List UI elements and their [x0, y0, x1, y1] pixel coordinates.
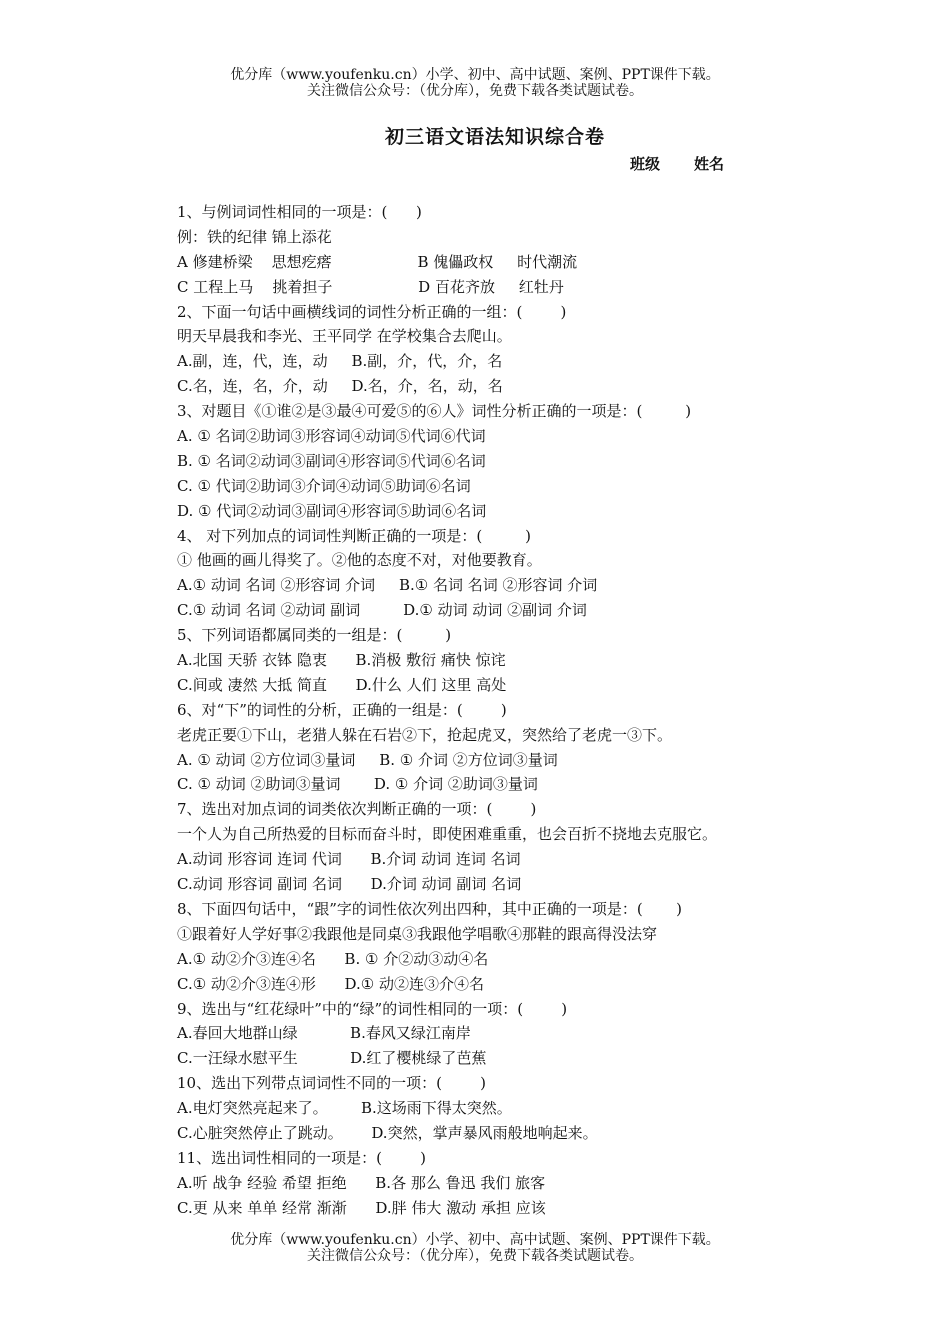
header-line-1: 优分库（www.youfenku.cn）小学、初中、高中试题、案例、PPT课件下载。 [230, 67, 720, 83]
text-line: A.副，连，代，连，动 B.副，介，代，介，名 [177, 352, 503, 371]
text-line: A.北国 天骄 衣钵 隐衷 B.消极 敷衍 痛快 惊诧 [177, 651, 506, 670]
question-body [177, 200, 817, 1221]
text-line: A.动词 形容词 连词 代词 B.介词 动词 连词 名词 [177, 850, 521, 869]
text-line: 一个人为自己所热爱的目标而奋斗时，即使困难重重，也会百折不挠地去克服它。 [177, 825, 718, 844]
text-line: A.听 战争 经验 希望 拒绝 B.各 那么 鲁迅 我们 旅客 [177, 1173, 546, 1192]
text-line: A 修建桥梁 思想疙瘩 B 傀儡政权 时代潮流 [177, 252, 578, 271]
text-line: C. ① 代词②助词③介词④动词⑤助词⑥名词 [177, 476, 471, 495]
text-line: 老虎正要①下山，老猎人躲在石岩②下，抢起虎叉，突然给了老虎一③下。 [177, 725, 673, 744]
text-line: 3、对题目《①谁②是③最④可爱⑤的⑥人》词性分析正确的一项是：( ) [177, 402, 692, 421]
header-line-2: 关注微信公众号：（优分库），免费下载各类试题试卷。 [307, 83, 643, 99]
text-line: C.① 动②介③连④形 D.① 动②连③介④名 [177, 974, 485, 993]
text-line: A. ① 名词②助词③形容词④动词⑤代词⑥代词 [177, 427, 486, 446]
text-line: C. ① 动词 ②助词③量词 D. ① 介词 ②助词③量词 [177, 775, 538, 794]
text-line: C.心脏突然停止了跳动。 D.突然，掌声暴风雨般地响起来。 [177, 1123, 598, 1142]
text-line: C 工程上马 挑着担子 D 百花齐放 红牡丹 [177, 277, 564, 296]
text-line: C.更 从来 单单 经常 渐渐 D.胖 伟大 激动 承担 应该 [177, 1198, 546, 1217]
text-line: C.名，连，名，介，动 D.名，介，名，动，名 [177, 377, 503, 396]
text-line: 4、 对下列加点的词词性判断正确的一项是：( ) [177, 526, 531, 545]
text-line: 例：铁的纪律 锦上添花 [177, 227, 332, 246]
text-line: 10、选出下列带点词词性不同的一项：( ) [177, 1074, 486, 1093]
text-line: A.电灯突然亮起来了。 B.这场雨下得太突然。 [177, 1099, 512, 1118]
document-title: 初三语文语法知识综合卷 [384, 126, 605, 148]
text-line: 明天早晨我和李光、王平同学 在学校集合去爬山。 [177, 327, 512, 346]
name-label: 姓名 [694, 155, 725, 173]
text-line: A.① 动②介③连④名 B. ① 介②动③动④名 [177, 949, 489, 968]
footer-line-1: 优分库（www.youfenku.cn）小学、初中、高中试题、案例、PPT课件下载。 [230, 1232, 720, 1248]
text-line: D. ① 代词②动词③副词④形容词⑤助词⑥名词 [177, 501, 487, 520]
text-line: A.春回大地群山绿 B.春风又绿江南岸 [177, 1024, 471, 1043]
text-line: C.① 动词 名词 ②动词 副词 D.① 动词 动词 ②副词 介词 [177, 601, 587, 620]
text-line: 6、对“下”的词性的分析，正确的一组是：( ) [177, 700, 507, 719]
text-line: 9、选出与“红花绿叶”中的“绿”的词性相同的一项：( ) [177, 999, 568, 1018]
text-line: ①跟着好人学好事②我跟他是同桌③我跟他学唱歌④那鞋的跟高得没法穿 [177, 924, 658, 943]
student-info [630, 153, 724, 174]
page-footer [0, 1232, 950, 1264]
text-line: C.间或 凄然 大抵 简直 D.什么 人们 这里 高处 [177, 675, 507, 694]
text-line: C.一汪绿水慰平生 D.红了樱桃绿了芭蕉 [177, 1049, 487, 1068]
text-line: 2、下面一句话中画横线词的词性分析正确的一组：( ) [177, 302, 567, 321]
text-line: B. ① 名词②动词③副词④形容词⑤代词⑥名词 [177, 451, 486, 470]
text-line: 1、与例词词性相同的一项是：( ) [177, 203, 422, 221]
footer-line-2: 关注微信公众号：（优分库），免费下载各类试题试卷。 [307, 1248, 643, 1264]
text-line: A.① 动词 名词 ②形容词 介词 B.① 名词 名词 ②形容词 介词 [177, 576, 598, 595]
text-line: 5、下列词语都属同类的一组是：( ) [177, 626, 452, 645]
text-line: ① 他画的画儿得奖了。②他的态度不对，对他要教育。 [177, 551, 542, 570]
page-header [0, 67, 950, 99]
text-line: 8、下面四句话中，“跟”字的词性依次列出四种，其中正确的一项是：( ) [177, 899, 682, 918]
class-label: 班级 [630, 155, 661, 173]
text-line: C.动词 形容词 副词 名词 D.介词 动词 副词 名词 [177, 875, 522, 894]
text-line: 7、选出对加点词的词类依次判断正确的一项：( ) [177, 800, 537, 819]
text-line: A. ① 动词 ②方位词③量词 B. ① 介词 ②方位词③量词 [177, 750, 558, 769]
text-line: 11、选出词性相同的一项是：( ) [177, 1148, 426, 1167]
